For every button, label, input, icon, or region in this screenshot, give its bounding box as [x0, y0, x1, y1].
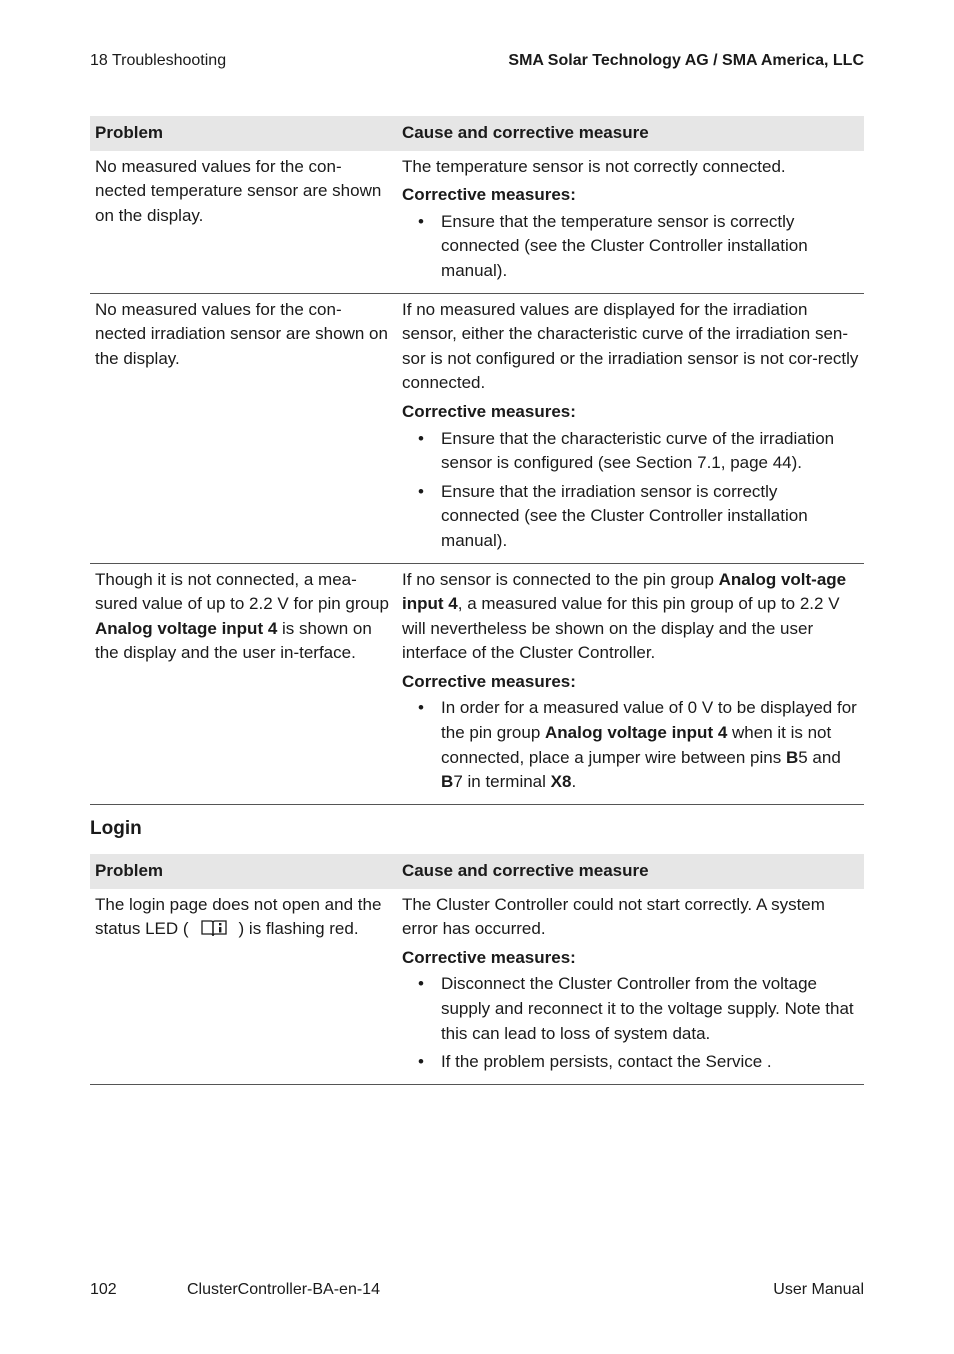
measure-item: • If the problem persists, contact the Service . [441, 1050, 859, 1075]
measure-text: In order for a measured value of 0 V to be displayed for the pin group [441, 698, 857, 743]
cause-cell [397, 889, 864, 1085]
table-row [90, 563, 864, 804]
pin-group-name: Analog volt-age input 4 [402, 569, 847, 614]
problem-text: is shown on the display and the user in-terface. [95, 618, 372, 663]
cause-cell [397, 293, 864, 563]
problem-cell [90, 563, 397, 804]
footer-doc-type: User Manual [773, 1281, 864, 1298]
measure-list [402, 972, 859, 1074]
cause-text: If no measured values are displayed for the irradiation sensor, either the characteristic curve of the irradiation sen-sor is not configured or the irradiation sensor is not cor-rectly connected. [402, 299, 859, 393]
problem-text: ) is flashing red. [238, 919, 359, 939]
measure-item: • Ensure that the irradiation sensor is correctly connected (see the Cluster Controller installation manual). [441, 480, 859, 554]
troubleshooting-table [90, 116, 864, 805]
section-heading-login: Login [90, 818, 142, 839]
pin-label: B [785, 747, 799, 767]
footer-doc-id: ClusterController-BA-en-14 [187, 1281, 380, 1298]
pin-group-name: Analog voltage input 4 [545, 723, 728, 743]
table-header-row [90, 116, 864, 151]
column-header-cause: Cause and corrective measure [397, 854, 864, 889]
table-row [90, 151, 864, 293]
cause-text: The temperature sensor is not correctly connected. [402, 156, 786, 176]
measure-text: when it is not connected, place a jumper wire between pins [441, 723, 832, 767]
pin-group-name: Analog voltage input 4 [95, 618, 278, 638]
measure-item: • Ensure that the temperature sensor is correctly connected (see the Cluster Controller installation manual). [441, 210, 859, 284]
header-section: 18 Troubleshooting [90, 52, 227, 69]
corrective-measures-label: Corrective measures: [402, 671, 576, 691]
cause-text [402, 568, 859, 666]
footer-page-number: 102 [90, 1281, 117, 1298]
measure-list [402, 696, 859, 794]
column-header-problem: Problem [90, 116, 397, 151]
cause-cell [397, 563, 864, 804]
corrective-measures-label: Corrective measures: [402, 401, 576, 421]
measure-item [441, 696, 859, 794]
corrective-measures-label: Corrective measures: [401, 947, 576, 967]
measure-item: • Disconnect the Cluster Controller from the voltage supply and reconnect it to the voltage supply. Note that this can lead to loss of system data. [441, 972, 859, 1046]
pin-label: B [441, 772, 454, 792]
terminal-label: X8 [550, 772, 572, 792]
cause-text-part: , a measured value for this pin group of up to 2.2 V will nevertheless be shown on the display and the user interface of the Cluster Controller. [402, 594, 840, 663]
cause-text-part: If no sensor is connected to the pin group [402, 569, 719, 589]
cause-text: The Cluster Controller could not start correctly. A system error has occurred. [401, 894, 825, 939]
measure-text: 7 in terminal [453, 772, 551, 792]
table-row [90, 293, 864, 563]
login-troubleshooting-table [90, 854, 864, 1085]
cause-cell [397, 151, 864, 293]
column-header-problem: Problem [90, 854, 397, 889]
corrective-measures-label: Corrective measures: [402, 185, 576, 205]
problem-cell: No measured values for the con-nected temperature sensor are shown on the display. [90, 151, 397, 293]
problem-cell [90, 889, 397, 1085]
status-led-icon [201, 919, 227, 945]
problem-cell: No measured values for the con-nected irradiation sensor are shown on the display. [90, 293, 397, 563]
measure-item: • Ensure that the characteristic curve of the irradiation sensor is configured (see Section 7.1, page 44). [441, 427, 859, 476]
measure-list [402, 210, 859, 284]
problem-text: Though it is not connected, a mea-sured value of up to 2.2 V for pin group [95, 569, 389, 614]
problem-text: The login page does not open and the status LED ( [95, 894, 382, 939]
measure-text: . [571, 772, 577, 792]
table-header-row [90, 854, 864, 889]
measure-text: 5 and [798, 747, 841, 767]
column-header-cause: Cause and corrective measure [397, 116, 864, 151]
table-row [90, 889, 864, 1085]
header-company: SMA Solar Technology AG / SMA America, LLC [508, 52, 864, 69]
measure-list [402, 427, 859, 554]
